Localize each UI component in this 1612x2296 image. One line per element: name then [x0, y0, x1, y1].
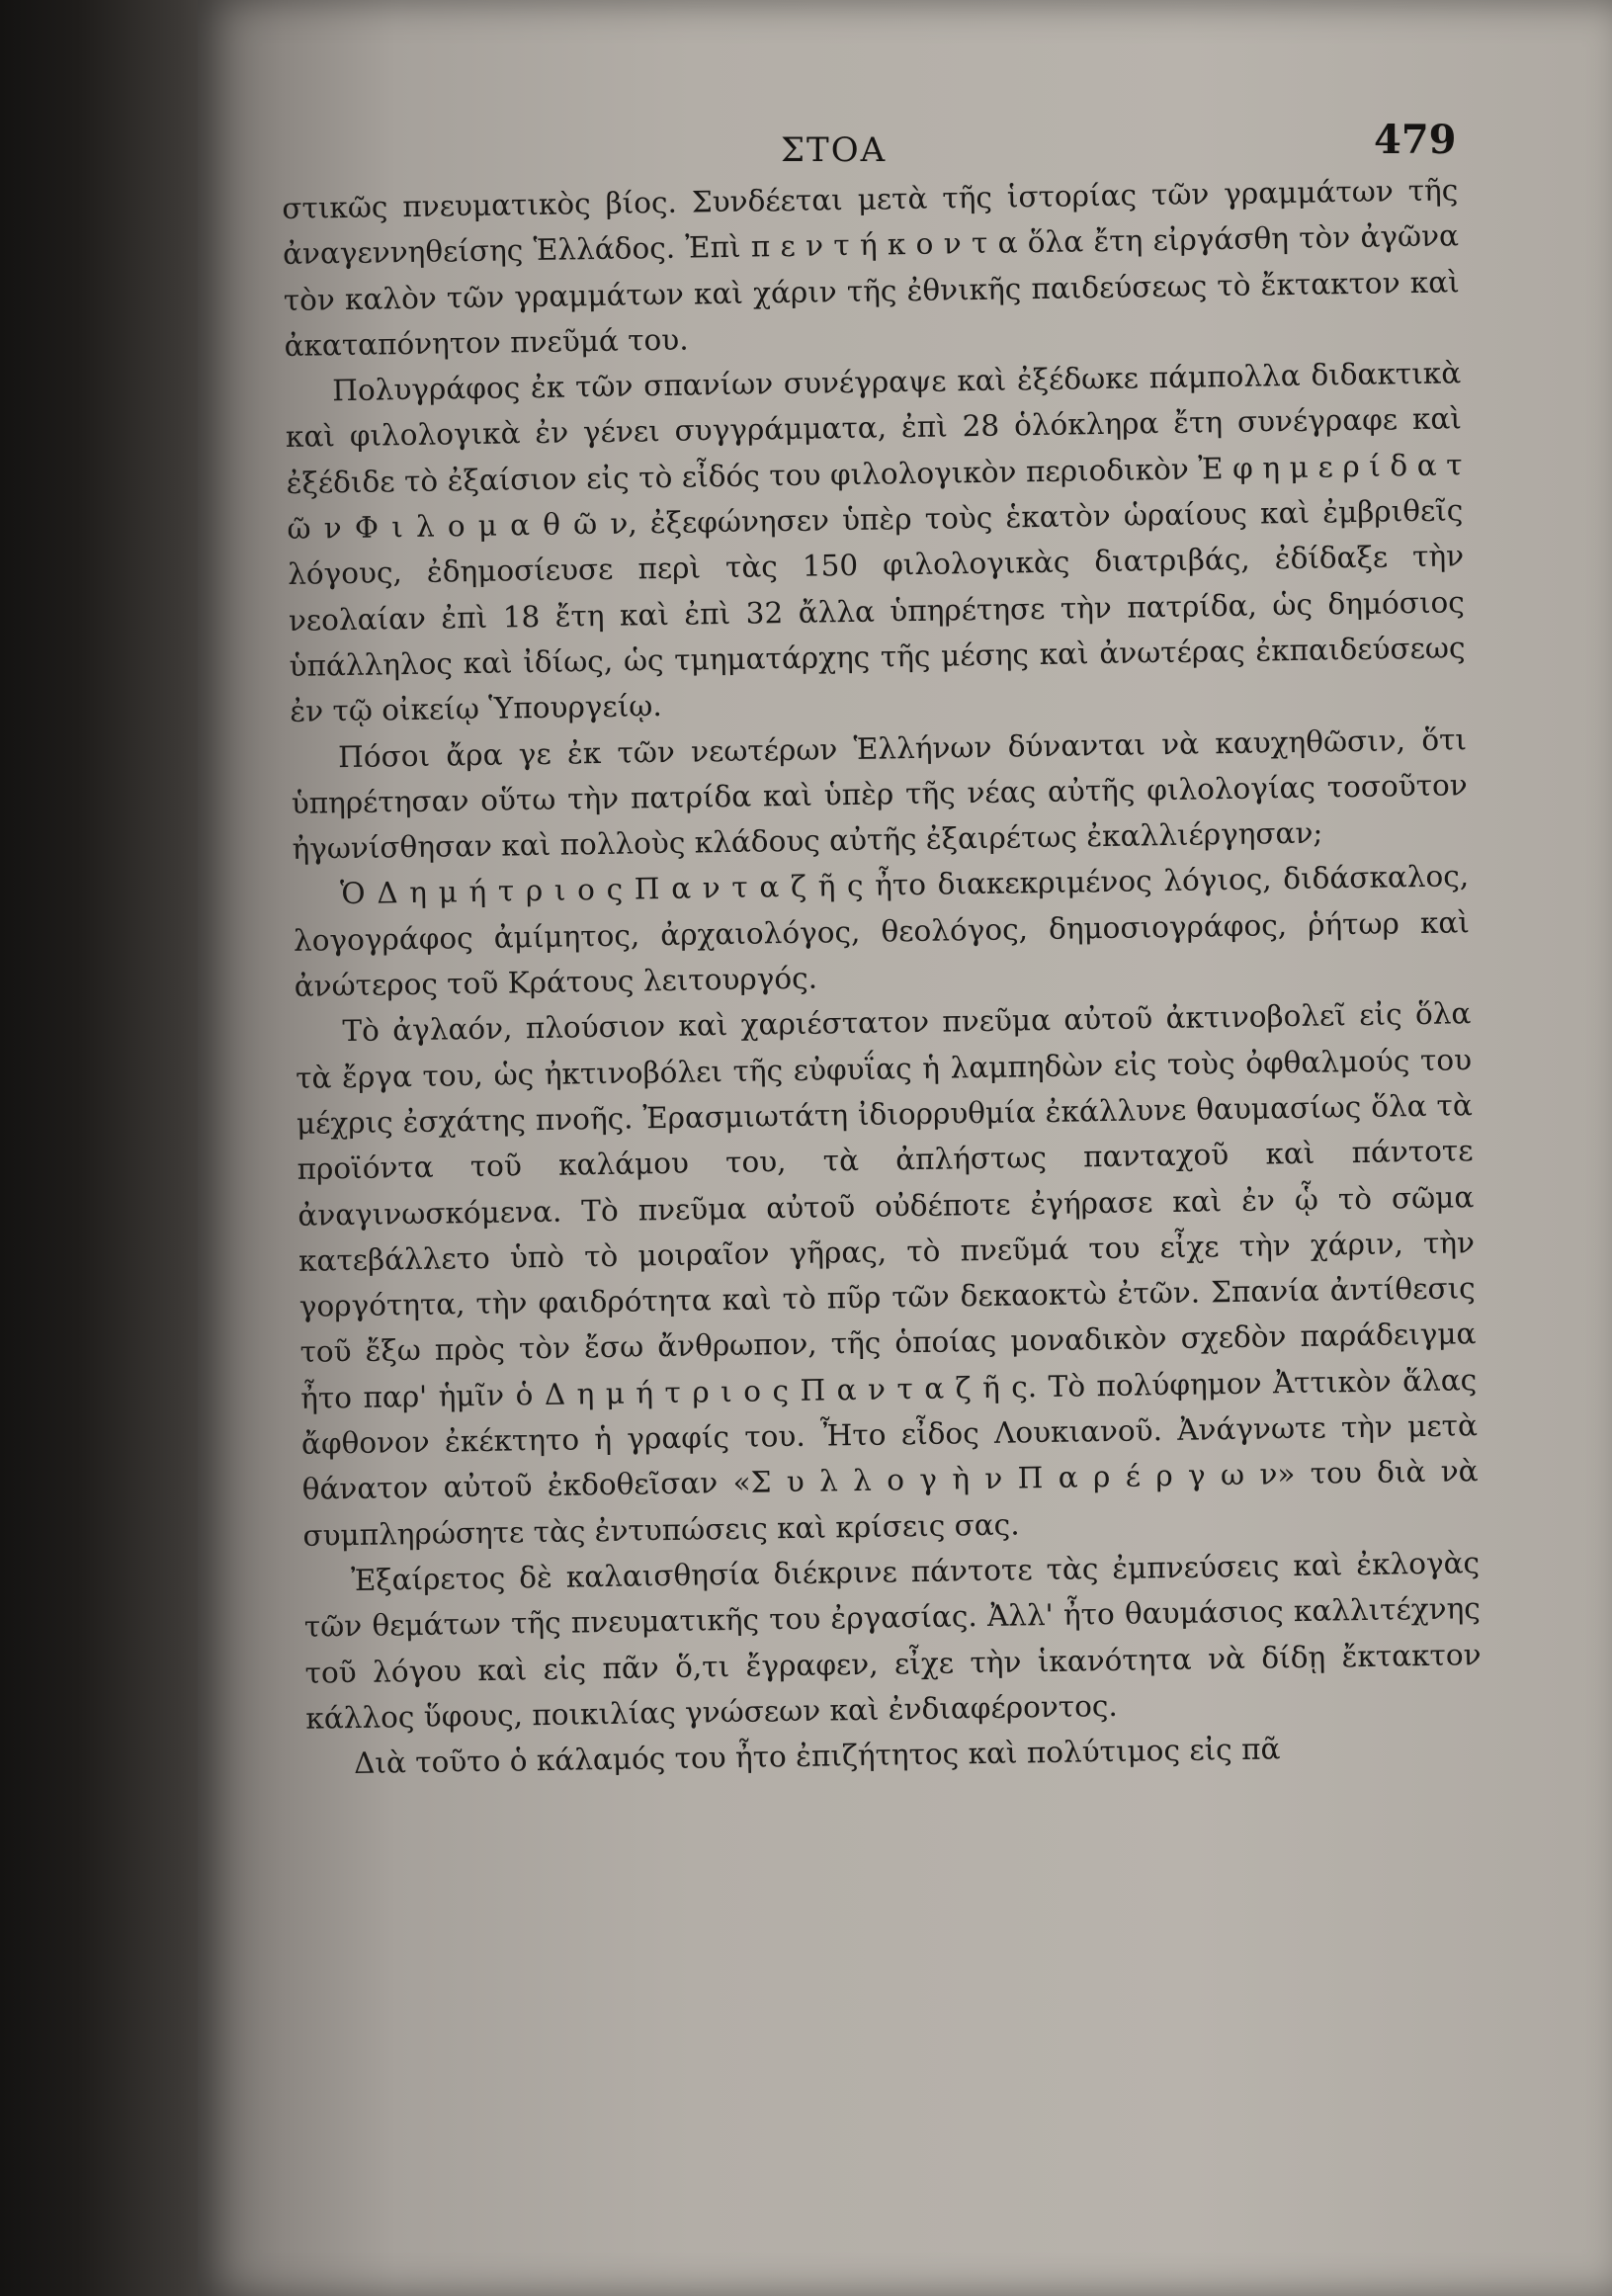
paragraph-4: Ὁ Δ η μ ή τ ρ ι ο ς Π α ν τ α ζ ῆ ς ἦτο διακεκριμένος λόγιος, διδάσκαλος, λογογράφος ἀμίμητος, ἀρχαιολόγος, θεολόγος, δημοσιογράφος, ῥήτωρ καὶ ἀνώτερος τοῦ Κράτους λειτουργός. — [293, 859, 1471, 1003]
page-header — [257, 117, 1463, 176]
running-title: ΣΤΟΑ — [781, 130, 888, 170]
paragraph-6: Ἐξαίρετος δὲ καλαισθησία διέκρινε πάντοτε τὰς ἐμπνεύσεις καὶ ἐκλογὰς τῶν θεμάτων τῆς πνευματικῆς του ἐργασίας. Ἀλλ' ἦτο θαυμάσιος καλλιτέχνης τοῦ λόγου καὶ εἰς πᾶν ὅ,τι ἔγραφεν, εἶχε τὴν ἱκανότητα νὰ δίδῃ ἔκτακτον κάλλος ὕφους, ποικιλίας γνώσεων καὶ ἐνδιαφέροντος. — [303, 1546, 1482, 1736]
paragraph-5: Τὸ ἀγλαόν, πλούσιον καὶ χαριέστατον πνεῦμα αὐτοῦ ἀκτινοβολεῖ εἰς ὅλα τὰ ἔργα του, ὡς ἠκτινοβόλει τῆς εὐφυΐας ἡ λαμπηδὼν εἰς τοὺς ὀφθαλμούς του μέχρις ἐσχάτης πνοῆς. Ἐρασμιωτάτη ἰδιορρυθμία ἐκάλλυνε θαυμασίως ὅλα τὰ προϊόντα τοῦ καλάμου του, τὰ ἀπλήστως πανταχοῦ καὶ πάντοτε ἀναγινωσκόμενα. Τὸ πνεῦμα αὐτοῦ οὐδέποτε ἐγήρασε καὶ ἐν ᾧ τὸ σῶμα κατεβάλλετο ὑπὸ τὸ μοιραῖον γῆρας, τὸ πνεῦμά του εἶχε τὴν χάριν, τὴν γοργότητα, τὴν φαιδρότητα καὶ τὸ πῦρ τῶν δεκαοκτὼ ἐτῶν. Σπανία ἀντίθεσις τοῦ ἔξω πρὸς τὸν ἔσω ἄνθρωπον, τῆς ὁποίας μοναδικὸν σχεδὸν παράδειγμα ἦτο παρ' ἡμῖν ὁ Δ η μ ή τ ρ ι ο ς Π α ν τ α ζ ῆ ς. Τὸ πολύφημον Ἀττικὸν ἅλας ἄφθονον ἐκέκτητο ἡ γραφίς του. Ἦτο εἶδος Λουκιανοῦ. Ἀνάγνωτε τὴν μετὰ θάνατον αὐτοῦ ἐκδοθεῖσαν «Σ υ λ λ ο γ ὴ ν Π α ρ έ ρ γ ω ν» του διὰ νὰ συμπληρώσητε τὰς ἐντυπώσεις καὶ κρίσεις σας. — [295, 996, 1479, 1553]
paragraph-3: Πόσοι ἄρα γε ἐκ τῶν νεωτέρων Ἑλλήνων δύνανται νὰ καυχηθῶσιν, ὅτι ὑπηρέτησαν οὕτω τὴν πατρίδα καὶ ὑπὲρ τῆς νέας αὐτῆς φιλολογίας τοσοῦτον ἠγωνίσθησαν καὶ πολλοὺς κλάδους αὐτῆς ἐξαιρέτως ἐκαλλιέργησαν; — [291, 722, 1468, 867]
paragraph-2: Πολυγράφος ἐκ τῶν σπανίων συνέγραψε καὶ ἐξέδωκε πάμπολλα διδακτικὰ καὶ φιλολογικὰ ἐν γένει συγγράμματα, ἐπὶ 28 ὁλόκληρα ἔτη συνέγραφε καὶ ἐξέδιδε τὸ ἐξαίσιον εἰς τὸ εἶδός του φιλολογικὸν περιοδικὸν Ἐ φ η μ ε ρ ί δ α τ ῶ ν Φ ι λ ο μ α θ ῶ ν, ἐξεφώνησεν ὑπὲρ τοὺς ἑκατὸν ὡραίους καὶ ἐμβριθεῖς λόγους, ἐδημοσίευσε περὶ τὰς 150 φιλολογικὰς διατριβάς, ἐδίδαξε τὴν νεολαίαν ἐπὶ 18 ἔτη καὶ ἐπὶ 32 ἄλλα ὑπηρέτησε τὴν πατρίδα, ὡς δημόσιος ὑπάλληλος καὶ ἰδίως, ὡς τμηματάρχης τῆς μέσης καὶ ἀνωτέρας ἐκπαιδεύσεως ἐν τῷ οἰκείῳ Ὑπουργείῳ. — [285, 356, 1466, 729]
page-number: 479 — [1374, 117, 1457, 163]
body-text — [282, 167, 1483, 1787]
paragraph-7: Διὰ τοῦτο ὁ κάλαμός του ἦτο ἐπιζήτητος καὶ πολύτιμος εἰς πᾶ — [353, 1732, 1281, 1781]
paragraph-1: στικῶς πνευματικὸς βίος. Συνδέεται μετὰ τῆς ἱστορίας τῶν γραμμάτων τῆς ἀναγεννηθείσης Ἑλλάδος. Ἐπὶ π ε ν τ ή κ ο ν τ α ὅλα ἔτη εἰργάσθη τὸν ἀγῶνα τὸν καλὸν τῶν γραμμάτων καὶ χάριν τῆς ἐθνικῆς παιδεύσεως τὸ ἔκτακτον καὶ ἀκαταπόνητον πνεῦμά του. — [282, 173, 1460, 363]
